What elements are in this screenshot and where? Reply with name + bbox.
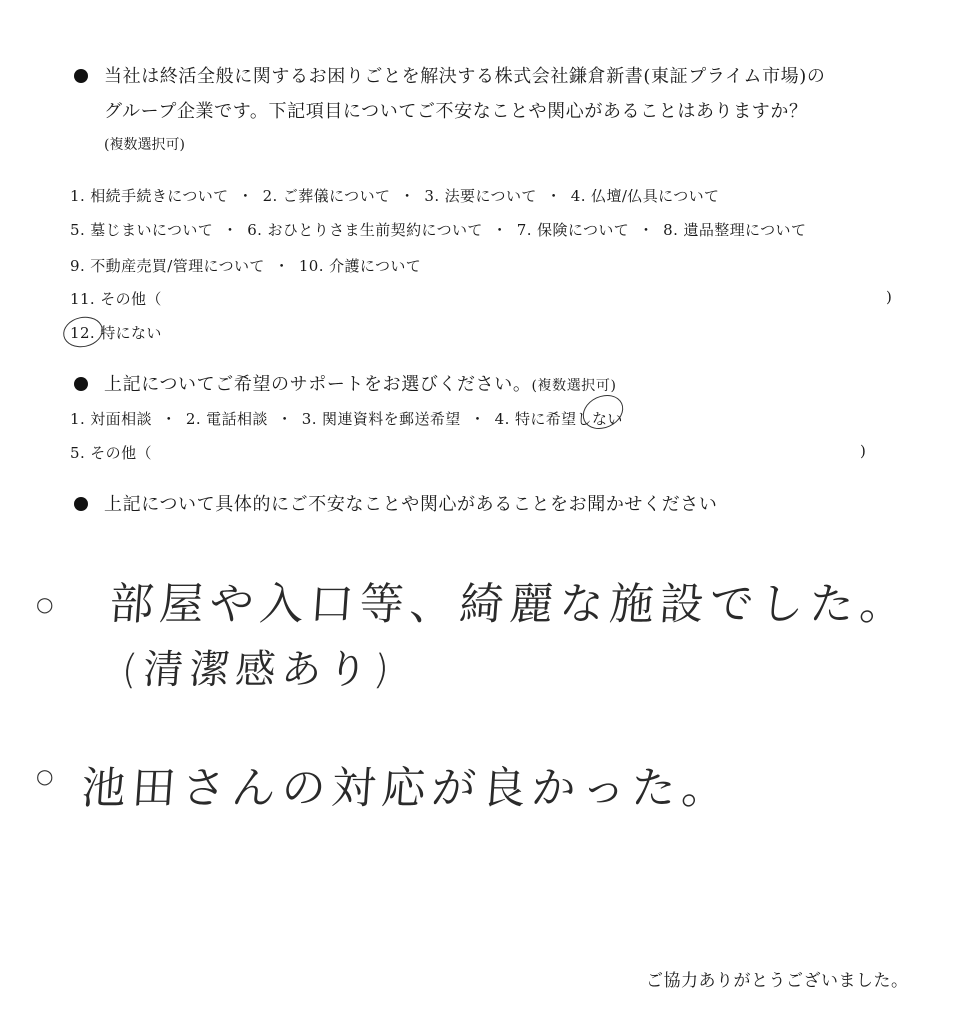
- separator: ・: [638, 221, 654, 239]
- handwritten-line-3: 池田さんの対応が良かった。: [79, 763, 734, 814]
- q2-title-text: 上記についてご希望のサポートをお選びください。: [104, 374, 532, 395]
- q2-note: (複数選択可): [531, 378, 617, 394]
- bullet-q2: [74, 377, 88, 391]
- separator: ・: [237, 187, 254, 205]
- q2-option-3[interactable]: 3. 関連資料を郵送希望: [301, 410, 461, 428]
- q1-options-row2: [70, 219, 806, 240]
- q2-option-4[interactable]: 4. 特に希望しない: [494, 410, 623, 428]
- q1-option-9[interactable]: 9. 不動産売買/管理について: [70, 257, 265, 275]
- handwritten-line-2: (清潔感あり): [120, 647, 397, 693]
- q1-option-7[interactable]: 7. 保険について: [516, 221, 630, 239]
- separator: ・: [274, 257, 290, 275]
- q2-options-row1: [70, 408, 623, 429]
- q1-option-12[interactable]: 12. 特にない: [70, 324, 162, 342]
- separator: ・: [277, 410, 293, 428]
- q1-option-6[interactable]: 6. おひとりさま生前契約について: [247, 221, 483, 239]
- handwritten-bullet-2: ○: [36, 764, 54, 788]
- q1-note: (複数選択可): [104, 137, 185, 153]
- q1-option-1[interactable]: 1. 相続手続きについて: [70, 187, 229, 205]
- q2-option-5[interactable]: 5. その他（: [70, 444, 152, 462]
- q1-close-paren: ): [886, 288, 892, 306]
- separator: ・: [399, 187, 416, 205]
- q1-options-row1: [70, 185, 719, 206]
- q1-option-8[interactable]: 8. 遺品整理について: [663, 221, 807, 239]
- bullet-q1: [74, 69, 88, 83]
- q1-option-4[interactable]: 4. 仏壇/仏具について: [570, 187, 720, 205]
- separator: ・: [492, 221, 508, 239]
- q3-title: 上記について具体的にご不安なことや関心があることをお聞かせください: [104, 494, 718, 515]
- footer-thanks: ご協力ありがとうございました。: [646, 971, 909, 991]
- q1-options-row3: [70, 255, 421, 276]
- q1-option-2[interactable]: 2. ご葬儀について: [262, 187, 391, 205]
- q1-option-10[interactable]: 10. 介護について: [298, 257, 422, 275]
- q1-option-11[interactable]: 11. その他（: [70, 290, 162, 308]
- q1-line1: 当社は終活全般に関するお困りごとを解決する株式会社鎌倉新書(東証プライム市場)の: [104, 66, 826, 87]
- q2-option-2[interactable]: 2. 電話相談: [185, 410, 268, 428]
- q2-option-1[interactable]: 1. 対面相談: [70, 410, 152, 428]
- separator: ・: [161, 410, 177, 428]
- separator: ・: [222, 221, 238, 239]
- q1-option-5[interactable]: 5. 墓じまいについて: [70, 221, 214, 239]
- handwritten-bullet-1: ○: [36, 592, 54, 616]
- q1-line2: グループ企業です。下記項目についてご不安なことや関心があることはありますか？: [104, 101, 808, 122]
- selection-circle-q1-12: [60, 313, 105, 351]
- q2-title: [104, 370, 617, 396]
- separator: ・: [469, 410, 486, 428]
- q2-close-paren: ): [860, 442, 866, 460]
- bullet-q3: [74, 497, 88, 511]
- q1-option-3[interactable]: 3. 法要について: [424, 187, 537, 205]
- handwritten-line-1: 部屋や入口等、綺麗な施設でした。: [107, 579, 912, 630]
- separator: ・: [546, 187, 562, 205]
